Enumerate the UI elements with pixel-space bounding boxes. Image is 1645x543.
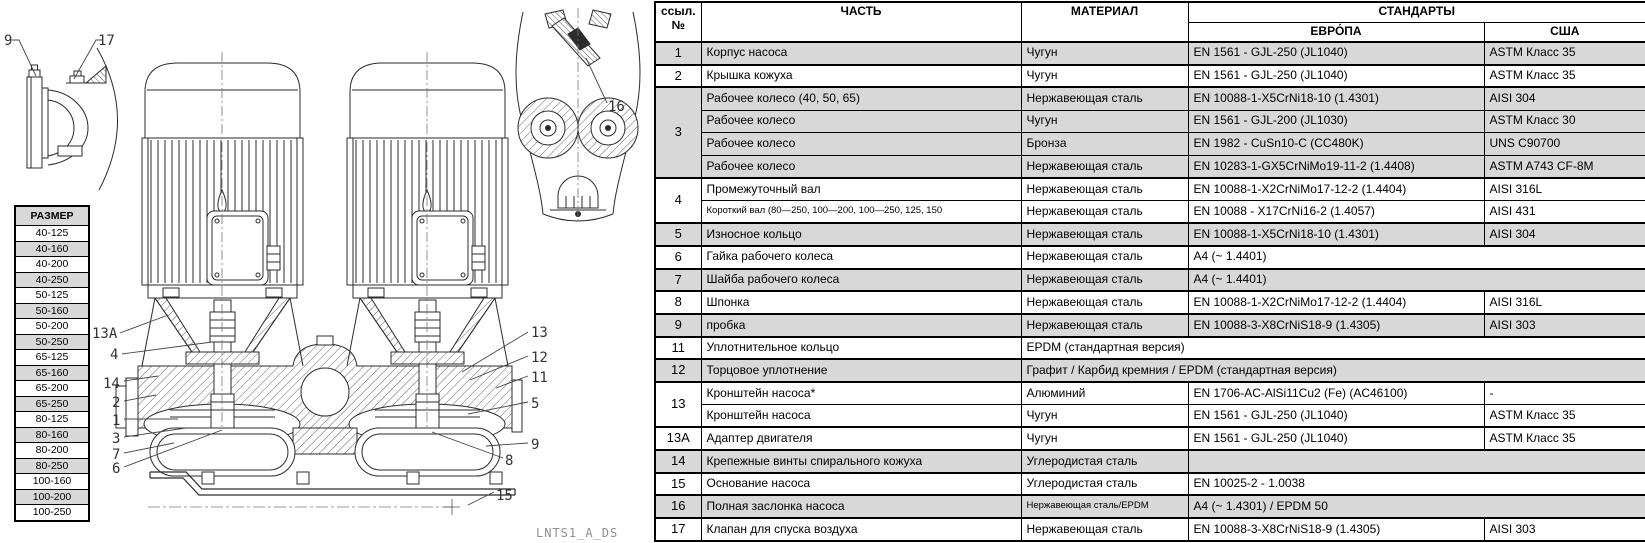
europe-cell: EN 10088 - X17CrNi16-2 (1.4057) [1188,201,1484,224]
callout-12: 12 [531,350,548,366]
table-row [655,133,1645,156]
callout-3: 3 [112,431,121,447]
table-row [655,495,1645,518]
material-cell: Нержавеющая сталь/EPDM [1021,495,1188,518]
europe-cell: EN 1982 - CuSn10-C (CC480K) [1188,133,1484,156]
usa-cell: ASTM Класс 35 [1484,65,1645,88]
callout-13A: 13A [92,326,118,342]
impeller-hub [211,394,234,430]
part-cell: Полная заслонка насоса [701,495,1021,518]
usa-cell: UNS C90700 [1484,133,1645,156]
material-cell: Нержавеющая сталь [1021,518,1188,541]
table-row [655,359,1645,382]
usa-cell: AISI 303 [1484,314,1645,337]
header-ref: ссыл. № [655,2,701,42]
europe-usa-cell: A4 (~ 1.4401) [1188,269,1645,292]
part-cell: Торцовое уплотнение [701,359,1021,382]
parts-table-area [654,1,1645,543]
table-row [655,337,1645,360]
size-table [14,205,90,522]
ref-cell: 7 [655,269,701,292]
part-cell: Шайба рабочего колеса [701,269,1021,292]
fan-cover [145,63,300,138]
callout-6: 6 [112,461,121,477]
table-row [655,291,1645,314]
europe-cell: EN 1561 - GJL-200 (JL1030) [1188,110,1484,133]
europe-cell: EN 10088-3-X8CrNiS18-9 (1.4305) [1188,518,1484,541]
size-row: 100-160 [15,474,89,490]
europe-cell: EN 10088-1-X5CrNi18-10 (1.4301) [1188,223,1484,246]
volute-shell-left [150,428,295,476]
europe-cell: EN 10283-1-GX5CrNiMo19-11-2 (1.4408) [1188,155,1484,178]
part-cell: Рабочее колесо [701,110,1021,133]
callout-5: 5 [531,396,540,412]
table-row [655,246,1645,269]
size-row: 100-250 [15,505,89,521]
table-row [655,223,1645,246]
material-cell: Нержавеющая сталь [1021,155,1188,178]
ref-cell: 9 [655,314,701,337]
ref-cell: 5 [655,223,701,246]
material-cell: Углеродистая сталь [1021,450,1188,473]
europe-cell: EN 10088-1-X5CrNi18-10 (1.4301) [1188,87,1484,110]
size-row: 40-250 [15,272,89,288]
size-row: 50-125 [15,288,89,304]
size-table-header: РАЗМЕР [15,206,89,226]
material-cell: Нержавеющая сталь [1021,87,1188,110]
callout-16: 16 [608,99,625,115]
size-row: 40-125 [15,226,89,242]
part-cell: Промежуточный вал [701,178,1021,201]
callout-17-detail: 17 [98,33,115,49]
part-cell: Крепежные винты спирального кожуха [701,450,1021,473]
table-row [655,427,1645,450]
part-cell: Износное кольцо [701,223,1021,246]
material-standards-cell: Графит / Карбид кремния / EPDM (стандартная версия) [1021,359,1645,382]
pump-cross-section-svg [0,0,654,543]
seal-gland [186,352,259,364]
material-cell: Чугун [1021,65,1188,88]
size-row: 50-160 [15,303,89,319]
part-cell: Клапан для спуска воздуха [701,518,1021,541]
ref-cell: 14 [655,450,701,473]
ref-cell: 13 [655,382,701,427]
header-usa: США [1484,22,1645,42]
part-cell: Короткий вал (80—250, 100—200, 100—250, 125, 150 [701,201,1021,224]
callout-4: 4 [110,347,119,363]
drawing-code: LNTS1_A_DS [536,526,619,540]
callout-9-detail: 9 [4,33,13,49]
part-cell: Шпонка [701,291,1021,314]
usa-cell: AISI 316L [1484,178,1645,201]
volute-shell-right [355,428,500,476]
ref-cell: 17 [655,518,701,541]
table-row [655,178,1645,201]
table-row [655,473,1645,496]
part-cell: Рабочее колесо (40, 50, 65) [701,87,1021,110]
part-cell: Гайка рабочего колеса [701,246,1021,269]
usa-cell: ASTM Класс 35 [1484,427,1645,450]
callout-2: 2 [112,395,121,411]
ref-cell: 3 [655,87,701,178]
parts-table [654,1,1645,542]
discharge-flange-right [512,380,522,432]
lantern-wall [155,298,200,352]
part-cell: Основание насоса [701,473,1021,496]
flange-plate [27,77,42,168]
usa-cell: ASTM Класс 35 [1484,42,1645,65]
size-row: 80-250 [15,458,89,474]
size-row: 65-160 [15,365,89,381]
header-material: МАТЕРИАЛ [1021,2,1188,42]
part-cell: Уплотнительное кольцо [701,337,1021,360]
cable-gland [267,246,280,270]
usa-cell: AISI 303 [1484,518,1645,541]
table-row [655,87,1645,110]
size-row: 65-200 [15,381,89,397]
header-part: ЧАСТЬ [701,2,1021,42]
header-standards: СТАНДАРТЫ [1188,2,1645,22]
impeller-section-left [518,98,578,158]
europe-cell: EN 1561 - GJL-250 (JL1040) [1188,65,1484,88]
material-standards-cell: EPDM (стандартная версия) [1021,337,1645,360]
usa-cell: AISI 316L [1484,291,1645,314]
part-cell: Корпус насоса [701,42,1021,65]
size-row: 65-125 [15,350,89,366]
material-cell: Чугун [1021,42,1188,65]
detail-view-vent [27,48,118,190]
callout-7: 7 [112,447,121,463]
table-row [655,314,1645,337]
callout-11: 11 [531,370,548,386]
suction-passage [301,368,349,416]
material-cell: Чугун [1021,110,1188,133]
volute-lower [150,428,502,484]
usa-cell: AISI 304 [1484,87,1645,110]
europe-usa-cell: A4 (~ 1.4401) [1188,246,1645,269]
material-cell: Углеродистая сталь [1021,473,1188,496]
part-cell: пробка [701,314,1021,337]
part-cell: Адаптер двигателя [701,427,1021,450]
material-cell: Нержавеющая сталь [1021,269,1188,292]
table-row [655,201,1645,224]
ref-cell: 4 [655,178,701,223]
size-row: 50-250 [15,334,89,350]
detail-clip-arc [97,48,118,190]
technical-drawing [0,0,654,543]
table-row [655,405,1645,428]
table-row [655,450,1645,473]
size-row: 80-160 [15,427,89,443]
usa-cell: - [1484,382,1645,405]
ref-cell: 8 [655,291,701,314]
usa-cell: AISI 431 [1484,201,1645,224]
priming-plug [317,336,333,345]
ref-cell: 13A [655,427,701,450]
material-cell: Нержавеющая сталь [1021,201,1188,224]
table-row [655,518,1645,541]
size-row: 50-200 [15,319,89,335]
part-cell: Кронштейн насоса* [701,382,1021,405]
size-row: 80-125 [15,412,89,428]
coupling [210,312,235,342]
size-row: 65-250 [15,396,89,412]
size-row: 40-200 [15,257,89,273]
europe-cell: EN 1561 - GJL-250 (JL1040) [1188,405,1484,428]
usa-cell: ASTM Класс 30 [1484,110,1645,133]
part-cell: Рабочее колесо [701,133,1021,156]
europe-usa-cell [1188,450,1645,473]
material-cell: Чугун [1021,427,1188,450]
material-cell: Алюминий [1021,382,1188,405]
callout-14: 14 [103,376,120,392]
callout-8: 8 [505,453,514,469]
ref-cell: 6 [655,246,701,269]
europe-cell: EN 1561 - GJL-250 (JL1040) [1188,427,1484,450]
callout-13: 13 [531,325,548,341]
suction-flange-left [126,378,138,436]
ref-cell: 2 [655,65,701,88]
europe-cell: EN 10088-3-X8CrNiS18-9 (1.4305) [1188,314,1484,337]
usa-cell: AISI 304 [1484,223,1645,246]
ref-cell: 16 [655,495,701,518]
part-cell: Кронштейн насоса [701,405,1021,428]
size-row: 80-200 [15,443,89,459]
terminal-box [207,211,268,285]
material-cell: Нержавеющая сталь [1021,246,1188,269]
europe-cell: EN 1706-AC-AlSi11Cu2 (Fe) (AC46100) [1188,382,1484,405]
callout-1: 1 [112,413,121,429]
detail-view-volute [516,8,640,224]
table-row [655,110,1645,133]
callout-15: 15 [496,488,513,504]
size-row: 40-160 [15,241,89,257]
callout-9: 9 [531,437,540,453]
part-cell: Рабочее колесо [701,155,1021,178]
ref-cell: 1 [655,42,701,65]
usa-cell: ASTM A743 CF-8M [1484,155,1645,178]
material-cell: Чугун [1021,405,1188,428]
table-row [655,382,1645,405]
material-cell: Нержавеющая сталь [1021,223,1188,246]
europe-cell: EN 10088-1-X2CrNiMo17-12-2 (1.4404) [1188,291,1484,314]
table-row [655,269,1645,292]
size-row: 100-200 [15,489,89,505]
europe-cell: EN 1561 - GJL-250 (JL1040) [1188,42,1484,65]
ref-cell: 15 [655,473,701,496]
ref-cell: 12 [655,359,701,382]
table-row [655,155,1645,178]
table-row [655,42,1645,65]
part-cell: Крышка кожуха [701,65,1021,88]
header-europe: ЕВРО́ПА [1188,22,1484,42]
material-cell: Нержавеющая сталь [1021,291,1188,314]
material-cell: Бронза [1021,133,1188,156]
europe-usa-cell: EN 10025-2 - 1.0038 [1188,473,1645,496]
ref-cell: 11 [655,337,701,360]
material-cell: Нержавеющая сталь [1021,178,1188,201]
europe-cell: EN 10088-1-X2CrNiMo17-12-2 (1.4404) [1188,178,1484,201]
air-vent-valve [66,66,106,83]
usa-cell: ASTM Класс 35 [1484,405,1645,428]
table-row [655,65,1645,88]
europe-usa-cell: A4 (~ 1.4301) / EPDM 50 [1188,495,1645,518]
material-cell: Нержавеющая сталь [1021,314,1188,337]
